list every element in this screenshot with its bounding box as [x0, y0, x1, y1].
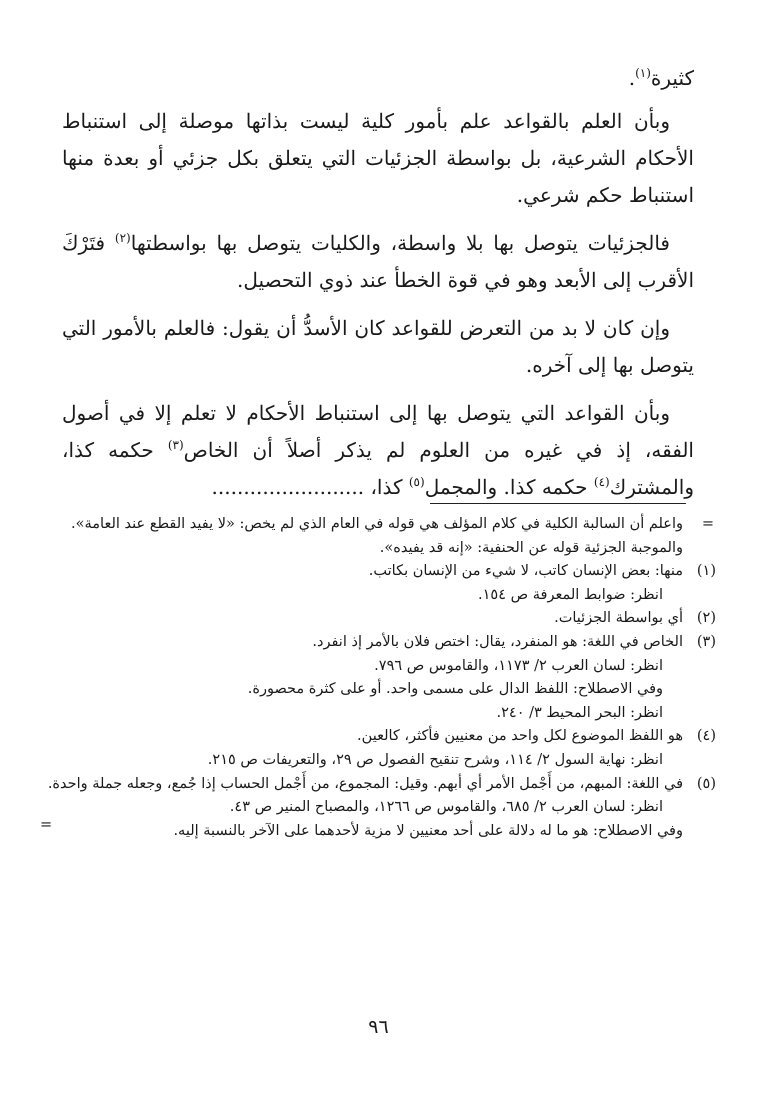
- footnote-2-text: أي بواسطة الجزئيات.: [554, 610, 683, 627]
- paragraph-3-text-b: فتَرْكَ الأقرب إلى الأبعد وهو في قوة الخطأ عند ذوي التحصيل.: [62, 231, 694, 292]
- paragraph-4: وإن كان لا بد من التعرض للقواعد كان الأسدُّ أن يقول: فالعلم بالأمور التي يتوصل بها إلى آخره.: [62, 316, 694, 377]
- footnote-3: [40, 631, 716, 655]
- continuation-text: واعلم أن السالبة الكلية في كلام المؤلف هي قوله في العام الذي لم يخص: «لا يفيد القطع عند العامة».: [71, 516, 683, 532]
- footnote-ref-1[interactable]: (١): [635, 66, 651, 80]
- paragraph-3-text-a: فالجزئيات يتوصل بها بلا واسطة، والكليات يتوصل بها بواسطتها: [130, 231, 670, 255]
- footnote-4-ref: انظر: نهاية السول ٢/ ١١٤، وشرح تنقيح الفصول ص ٢٩، والتعريفات ص ٢١٥.: [207, 751, 663, 768]
- paragraph-1: [62, 60, 694, 97]
- footnote-2: [40, 607, 716, 631]
- paragraph-5-text-b: حكمه كذا، والمشترك: [62, 438, 694, 499]
- footnote-5-ref-2-text: وفي الاصطلاح: هو ما له دلالة على أحد معنيين لا مزية لأحدهما على الآخر بالنسبة إليه.: [173, 822, 683, 839]
- footnote-1: [40, 560, 716, 584]
- continues-next-page-mark: =: [40, 816, 53, 833]
- footnote-4-text: هو اللفظ الموضوع لكل واحد من معنيين فأكثر، كالعين.: [357, 728, 683, 745]
- footnote-4: [40, 725, 716, 749]
- footnote-3-mark: (٣): [696, 633, 716, 650]
- paragraph-5: [62, 395, 694, 506]
- footnote-ref-3[interactable]: (٣): [167, 438, 184, 452]
- footnote-5-ref-1: انظر: لسان العرب ٢/ ٦٨٥، والقاموس ص ١٢٦٦، والمصباح المنير ص ٤٣.: [229, 799, 663, 816]
- footnote-3-ref-1: انظر: لسان العرب ٢/ ١١٧٣، والقاموس ص ٧٩٦.: [374, 657, 663, 674]
- main-text: [62, 60, 694, 517]
- paragraph-5-text-d: كذا،: [370, 475, 409, 499]
- paragraph-3: [62, 225, 694, 299]
- footnote-1-text: منها: بعض الإنسان كاتب، لا شيء من الإنسان بكاتب.: [368, 563, 683, 580]
- footnote-5-mark: (٥): [696, 775, 716, 792]
- footnotes: [40, 513, 716, 843]
- footnote-ref-5[interactable]: (٥): [408, 475, 425, 489]
- footnote-3-text: الخاص في اللغة: هو المنفرد، يقال: اختص فلان بالأمر إذ انفرد.: [312, 633, 683, 650]
- paragraph-2: وبأن العلم بالقواعد علم بأمور كلية ليست بذاتها موصلة إلى استنباط الأحكام الشرعية، بل بواسطة الجزئيات التي يتعلق بكل جزئي أو بعدة منها استنباط حكم شرعي.: [62, 109, 694, 207]
- footnote-4-mark: (٤): [696, 728, 716, 745]
- footnote-3-ref-3: انظر: البحر المحيط ٣/ ٢٤٠.: [496, 704, 663, 721]
- continuation-mark: =: [701, 516, 714, 532]
- ellipsis-dots: ........................: [211, 475, 365, 499]
- continuation-text-2: والموجبة الجزئية قوله عن الحنفية: «إنه قد يفيده».: [379, 539, 683, 556]
- footnote-continuation: [40, 513, 716, 537]
- footnote-ref-4[interactable]: (٤): [593, 475, 610, 489]
- footnote-5-ref-2: [40, 816, 716, 844]
- footnote-1-mark: (١): [696, 563, 716, 580]
- footnote-5-text: في اللغة: المبهم، من أَجْمل الأمر أي أبهم. وقيل: المجموع، من أَجْمل الحساب إذا جُمع، وجعله جملة واحدة.: [47, 775, 683, 792]
- footnote-5: [40, 773, 716, 797]
- footnote-separator: [430, 503, 686, 504]
- paragraph-1-end: .: [628, 66, 636, 90]
- footnote-2-mark: (٢): [696, 610, 716, 627]
- page-number: ٩٦: [368, 1016, 389, 1038]
- footnote-ref-2[interactable]: (٢): [114, 231, 131, 245]
- paragraph-5-text-c: حكمه كذا. والمجمل: [424, 475, 594, 499]
- footnote-1-ref: انظر: ضوابط المعرفة ص ١٥٤.: [478, 586, 663, 603]
- footnote-3-ref-2: وفي الاصطلاح: اللفظ الدال على مسمى واحد. أو على كثرة محصورة.: [247, 681, 663, 698]
- paragraph-1-text: كثيرة: [650, 66, 694, 90]
- paragraph-5-text-a: وبأن القواعد التي يتوصل بها إلى استنباط الأحكام لا تعلم إلا في أصول الفقه، إذ في غيره من العلوم لم يذكر أصلاً أن الخاص: [62, 401, 694, 462]
